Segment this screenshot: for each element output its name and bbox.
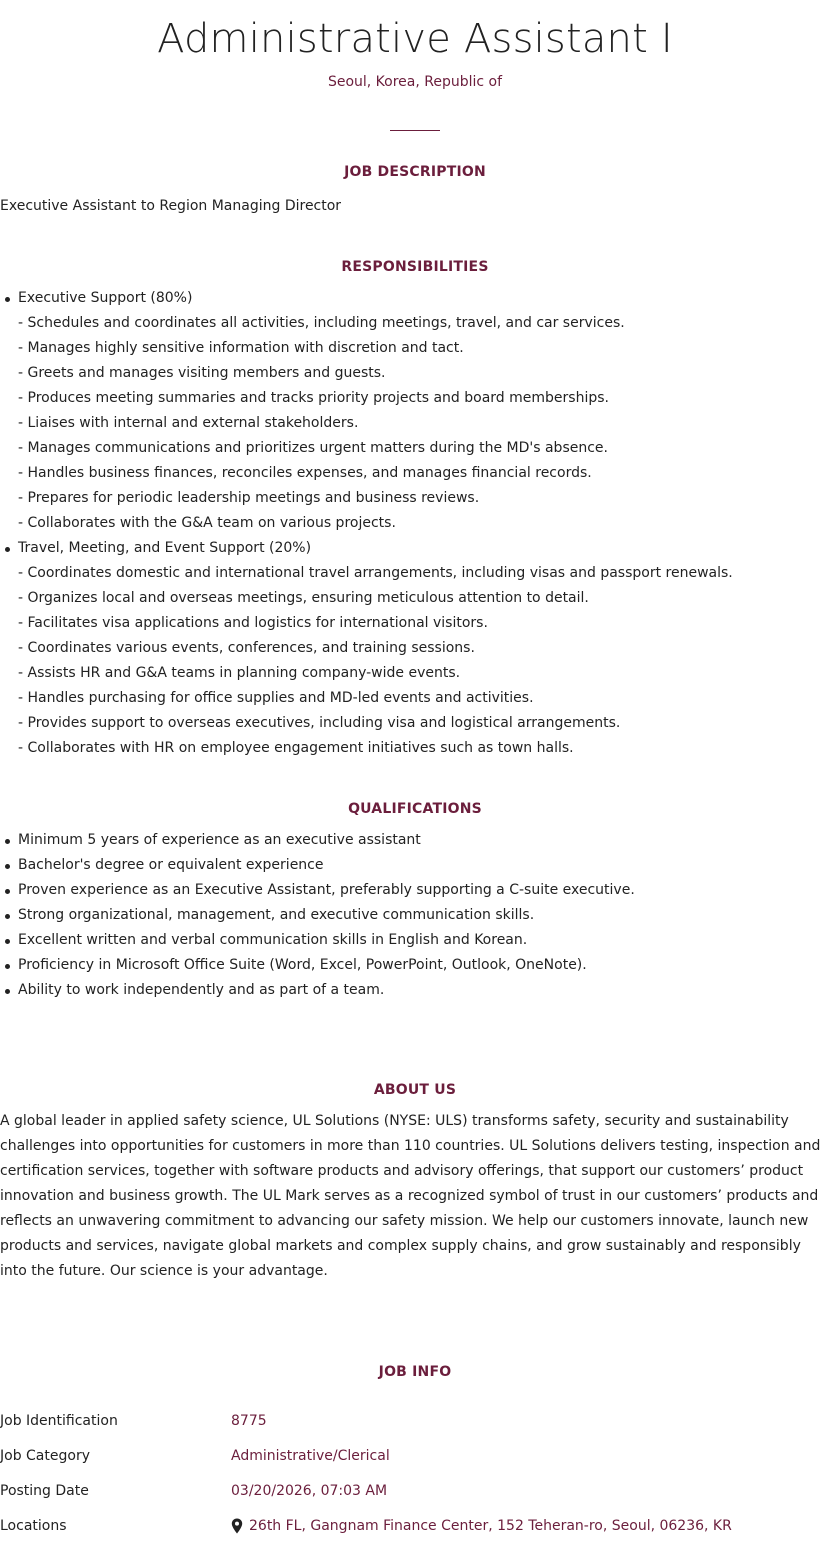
list-item: - Organizes local and overseas meetings, ensuring meticulous attention to detail. (18, 590, 589, 606)
qualification-text: Excellent written and verbal communication skills in English and Korean. (18, 932, 528, 948)
list-item (0, 978, 830, 1003)
list-item (0, 286, 830, 311)
qualification-text: Bachelor's degree or equivalent experience (18, 857, 324, 873)
list-item: - Collaborates with the G&A team on various projects. (18, 515, 396, 531)
responsibilities-list (0, 286, 830, 761)
list-item: - Collaborates with HR on employee engagement initiatives such as town halls. (18, 740, 574, 756)
list-item: - Schedules and coordinates all activities, including meetings, travel, and car services. (18, 315, 625, 331)
location-link[interactable] (231, 1516, 732, 1536)
job-info-label: Job Identification (0, 1413, 118, 1429)
bullet-icon (5, 547, 10, 552)
bullet-icon (5, 914, 10, 919)
list-item: - Assists HR and G&A teams in planning company-wide events. (18, 665, 461, 681)
about-section (0, 1080, 830, 1284)
list-item: - Greets and manages visiting members and guests. (18, 365, 386, 381)
bullet-icon (5, 297, 10, 302)
job-info-row (0, 1446, 830, 1481)
job-category-value: Administrative/Clerical (231, 1448, 390, 1464)
list-item (0, 953, 830, 978)
qualification-text: Ability to work independently and as part of a team. (18, 982, 385, 998)
job-info-label: Locations (0, 1518, 67, 1534)
job-description-text: Executive Assistant to Region Managing Director (0, 198, 342, 214)
job-info-row (0, 1481, 830, 1516)
bullet-icon (5, 864, 10, 869)
job-description-section (0, 162, 830, 216)
job-info-heading: JOB INFO (378, 1364, 452, 1380)
page-title: Administrative Assistant I (157, 16, 673, 62)
list-item: - Manages communications and prioritizes urgent matters during the MD's absence. (18, 440, 608, 456)
job-location[interactable]: Seoul, Korea, Republic of (327, 74, 503, 90)
responsibilities-heading: RESPONSIBILITIES (341, 259, 489, 275)
bullet-icon (5, 989, 10, 994)
responsibilities-section (0, 257, 830, 761)
list-item: - Prepares for periodic leadership meetings and business reviews. (18, 490, 480, 506)
list-item: - Coordinates various events, conferences, and training sessions. (18, 640, 475, 656)
qualification-text: Minimum 5 years of experience as an executive assistant (18, 832, 421, 848)
list-item: - Facilitates visa applications and logistics for international visitors. (18, 615, 488, 631)
qualifications-list (0, 828, 830, 1003)
about-text: A global leader in applied safety science, UL Solutions (NYSE: ULS) transforms safety, security and sustainability challenges into opportunities for customers in more than 110 countries. UL Solutions delivers testing, inspection and certification services, together with software products and advisory offerings, that support our customers’ product innovation and business growth. The UL Mark serves as a recognized symbol of trust in our customers’ products and reflects an unwavering commitment to advancing our safety mission. We help our customers innovate, launch new products and services, navigate global markets and complex supply chains, and grow sustainably and responsibly into the future. Our science is your advantage. (0, 1113, 821, 1279)
list-item: - Provides support to overseas executives, including visa and logistical arrangements. (18, 715, 621, 731)
responsibility-group-title: Executive Support (80%) (18, 290, 193, 306)
job-id-value: 8775 (231, 1413, 267, 1429)
list-item (0, 536, 830, 561)
qualification-text: Strong organizational, management, and executive communication skills. (18, 907, 535, 923)
list-item: - Handles business finances, reconciles expenses, and manages financial records. (18, 465, 592, 481)
job-info-row (0, 1516, 830, 1551)
list-item (0, 853, 830, 878)
title-divider (390, 130, 440, 131)
job-info-table (0, 1411, 830, 1551)
list-item (0, 928, 830, 953)
qualification-text: Proven experience as an Executive Assistant, preferably supporting a C-suite executive. (18, 882, 635, 898)
list-item (0, 878, 830, 903)
job-info-row (0, 1411, 830, 1446)
qualification-text: Proficiency in Microsoft Office Suite (Word, Excel, PowerPoint, Outlook, OneNote). (18, 957, 587, 973)
about-heading: ABOUT US (373, 1082, 457, 1098)
map-pin-icon (231, 1518, 243, 1534)
job-info-section (0, 1362, 830, 1551)
job-info-label: Posting Date (0, 1483, 89, 1499)
responsibility-group-title: Travel, Meeting, and Event Support (20%) (18, 540, 312, 556)
qualifications-heading: QUALIFICATIONS (348, 801, 482, 817)
location-text[interactable]: 26th FL, Gangnam Finance Center, 152 Teheran-ro, Seoul, 06236, KR (249, 1518, 732, 1534)
job-info-label: Job Category (0, 1448, 90, 1464)
bullet-icon (5, 889, 10, 894)
list-item (0, 828, 830, 853)
list-item: - Liaises with internal and external stakeholders. (18, 415, 359, 431)
bullet-icon (5, 839, 10, 844)
bullet-icon (5, 964, 10, 969)
posting-date-value: 03/20/2026, 07:03 AM (231, 1483, 388, 1499)
list-item: - Produces meeting summaries and tracks priority projects and board memberships. (18, 390, 609, 406)
job-description-heading: JOB DESCRIPTION (344, 164, 486, 180)
list-item: - Coordinates domestic and international travel arrangements, including visas and passport renewals. (18, 565, 733, 581)
bullet-icon (5, 939, 10, 944)
list-item (0, 903, 830, 928)
list-item: - Handles purchasing for office supplies and MD-led events and activities. (18, 690, 534, 706)
list-item: - Manages highly sensitive information with discretion and tact. (18, 340, 464, 356)
qualifications-section (0, 799, 830, 1003)
